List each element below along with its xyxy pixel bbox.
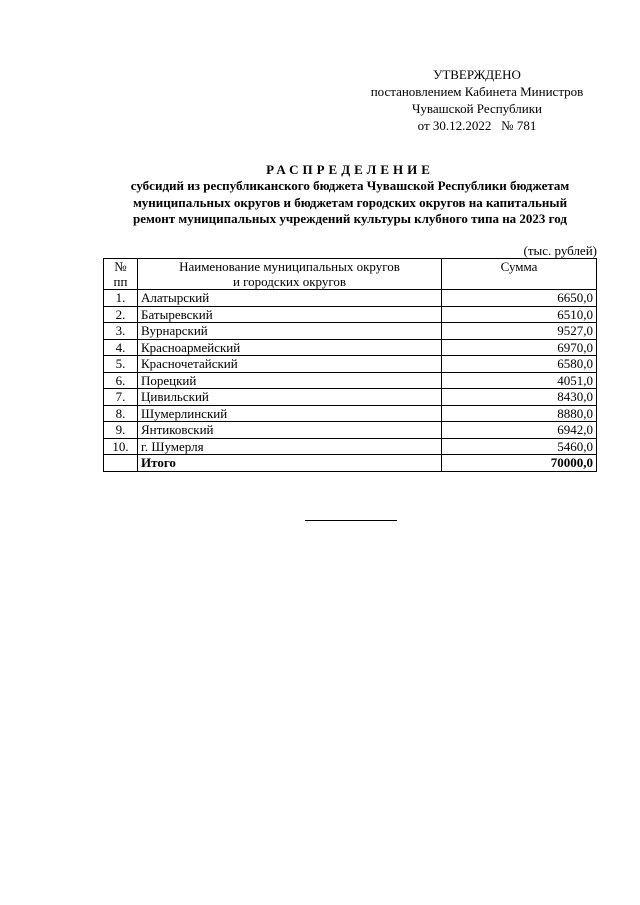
header-sum-label: Сумма — [500, 259, 538, 274]
row-name: Шумерлинский — [138, 405, 442, 422]
row-name: Красночетайский — [138, 356, 442, 373]
subtitle-line: субсидий из республиканского бюджета Чувашской Республики бюджетам — [130, 178, 570, 193]
row-name: Красноармейский — [138, 339, 442, 356]
approval-line: постановлением Кабинета Министров — [370, 84, 584, 99]
total-number-cell — [104, 455, 138, 472]
header-number-line1: № — [114, 259, 127, 274]
header-sum — [442, 259, 597, 290]
subtitle-line: ремонт муниципальных учреждений культуры клубного типа на 2023 год — [133, 211, 567, 226]
row-name: Вурнарский — [138, 323, 442, 340]
header-number — [104, 259, 138, 290]
approval-block — [350, 66, 604, 134]
table-row — [104, 356, 597, 373]
row-sum: 8880,0 — [442, 405, 597, 422]
header-name-line2: и городских округов — [232, 274, 347, 289]
subtitle-line: муниципальных округов и бюджетам городских округов на капитальный — [132, 194, 568, 210]
approval-line: Чувашской Республики — [411, 101, 543, 116]
header-name — [138, 259, 442, 290]
row-name: Батыревский — [138, 306, 442, 323]
header-number-line2: пп — [113, 274, 128, 289]
row-number: 6. — [104, 372, 138, 389]
row-number: 4. — [104, 339, 138, 356]
row-name: Цивильский — [138, 389, 442, 406]
table-row — [104, 389, 597, 406]
row-sum: 4051,0 — [442, 372, 597, 389]
row-number: 10. — [104, 438, 138, 455]
row-number: 7. — [104, 389, 138, 406]
table-row — [104, 306, 597, 323]
document-title: РАСПРЕДЕЛЕНИЕ — [266, 162, 434, 177]
row-number: 1. — [104, 290, 138, 307]
row-name: Алатырский — [138, 290, 442, 307]
table-row — [104, 422, 597, 439]
row-sum: 8430,0 — [442, 389, 597, 406]
row-sum: 6580,0 — [442, 356, 597, 373]
header-name-line1: Наименование муниципальных округов — [179, 259, 400, 274]
table-total-row — [104, 455, 597, 472]
row-number: 2. — [104, 306, 138, 323]
total-sum: 70000,0 — [442, 455, 597, 472]
row-sum: 5460,0 — [442, 438, 597, 455]
units-note: (тыс. рублей) — [523, 243, 597, 258]
row-sum: 9527,0 — [442, 323, 597, 340]
row-name: Янтиковский — [138, 422, 442, 439]
end-divider — [305, 520, 397, 521]
row-name: г. Шумерля — [138, 438, 442, 455]
table-row — [104, 438, 597, 455]
row-sum: 6942,0 — [442, 422, 597, 439]
row-sum: 6650,0 — [442, 290, 597, 307]
row-number: 8. — [104, 405, 138, 422]
document-subtitle — [100, 178, 600, 228]
row-number: 9. — [104, 422, 138, 439]
distribution-table — [103, 258, 597, 472]
approval-date-number: от 30.12.2022 № 781 — [417, 118, 537, 133]
table-header-row — [104, 259, 597, 290]
row-sum: 6970,0 — [442, 339, 597, 356]
row-number: 3. — [104, 323, 138, 340]
row-number: 5. — [104, 356, 138, 373]
row-sum: 6510,0 — [442, 306, 597, 323]
approval-heading: УТВЕРЖДЕНО — [433, 67, 521, 82]
table-row — [104, 372, 597, 389]
table-row — [104, 290, 597, 307]
table-row — [104, 323, 597, 340]
table-row — [104, 405, 597, 422]
row-name: Порецкий — [138, 372, 442, 389]
table-row — [104, 339, 597, 356]
total-label: Итого — [138, 455, 442, 472]
